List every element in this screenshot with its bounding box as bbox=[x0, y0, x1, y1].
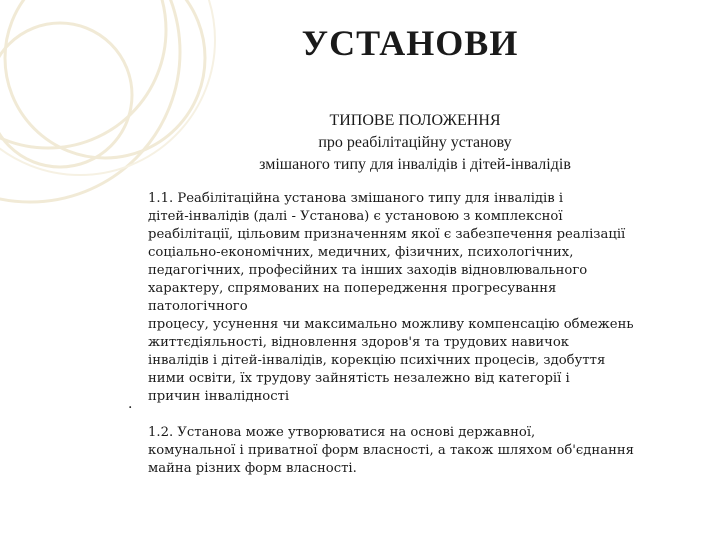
paragraph-line: педагогічних, професійних та інших заходів відновлювального bbox=[148, 263, 588, 278]
paragraph-line: характеру, спрямованих на попередження прогресування bbox=[148, 281, 557, 296]
subtitle-line: ТИПОВЕ ПОЛОЖЕННЯ bbox=[329, 112, 501, 129]
paragraph-line: 1.1. Реабілітаційна установа змішаного типу для інвалідів і bbox=[148, 191, 564, 206]
paragraph-line: ними освіти, їх трудову зайнятість незалежно від категорії і bbox=[148, 371, 570, 386]
paragraph-line: дітей-інвалідів (далі - Установа) є установою з комплексної bbox=[148, 209, 563, 224]
paragraph-line: інвалідів і дітей-інвалідів, корекцію психічних процесів, здобуття bbox=[148, 353, 606, 368]
paragraph-line: патологічного bbox=[148, 299, 248, 314]
paragraph-line: реабілітації, цільовим призначенням якої є забезпечення реалізації bbox=[148, 227, 626, 242]
bullet-mark: · bbox=[128, 400, 133, 416]
paragraph-line: 1.2. Установа може утворюватися на основі державної, bbox=[148, 425, 536, 440]
paragraph-line: причин інвалідності bbox=[148, 389, 290, 404]
subtitle-line: про реабілітаційну установу bbox=[318, 134, 512, 151]
paragraph-line: комунальної і приватної форм власності, а також шляхом об'єднання bbox=[148, 443, 634, 458]
paragraph-line: майна різних форм власності. bbox=[148, 461, 357, 476]
subtitle-line: змішаного типу для інвалідів і дітей-інвалідів bbox=[259, 156, 571, 173]
paragraph-line: соціально-економічних, медичних, фізичних, психологічних, bbox=[148, 245, 574, 260]
paragraph-line: життєдіяльності, відновлення здоров'я та трудових навичок bbox=[148, 335, 570, 350]
paragraph-line: процесу, усунення чи максимально можливу компенсацію обмежень bbox=[148, 317, 634, 332]
slide-title: УСТАНОВИ bbox=[301, 23, 519, 63]
